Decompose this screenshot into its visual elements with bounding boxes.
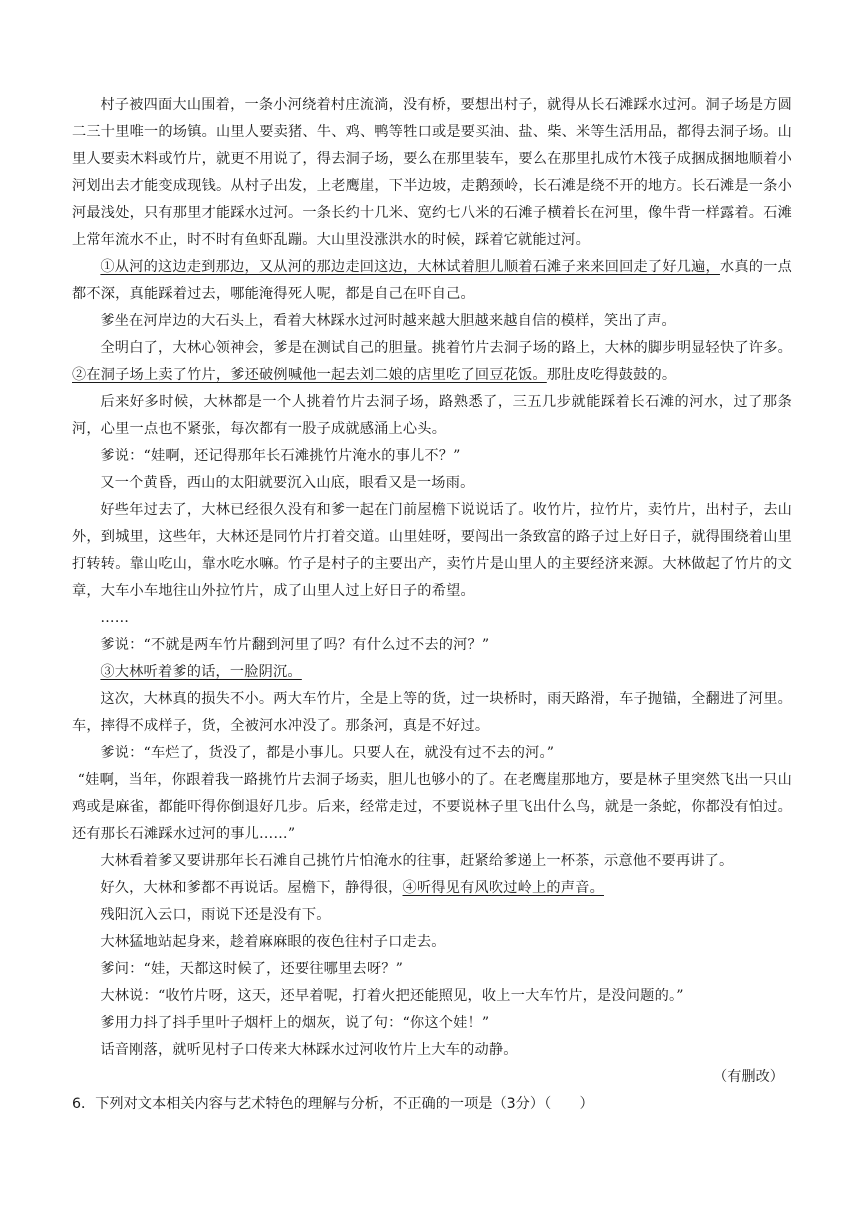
paragraph-11: 这次，大林真的损失不小。两大车竹片，全是上等的货，过一块桥时，雨天路滑，车子抛锚，全翻进了河里。车，摔得不成样子，货，全被河水冲没了。那条河，真是不好过。 — [72, 691, 792, 734]
paragraph-18: 爹问：“娃，天都这时候了，还要往哪里去呀？” — [100, 961, 404, 977]
paragraph-2-rest: 水真的一点都不深，真能踩着过去，哪能淹得死人呢，都是自己在吓自己。 — [72, 259, 792, 302]
paragraph-14: 大林看着爹又要讲那年长石滩自己挑竹片怕淹水的往事，赶紧给爹递上一杯茶，示意他不要再讲了。 — [100, 853, 734, 869]
paragraph-19: 大林说：“收竹片呀，这天，还早着呢，打着火把还能照见，收上一大车竹片，是没问题的。” — [100, 988, 684, 1004]
paragraph-8: 好些年过去了，大林已经很久没有和爹一起在门前屋檐下说说话了。收竹片，拉竹片，卖竹片，出村子，去山外，到城里，这些年，大林还是同竹片打着交道。山里娃呀，要闯出一条致富的路子过上好日子，就得围绕着山里打转转。靠山吃山，靠水吃水嘛。竹子是村子的主要出产，卖竹片是山里人的主要经济来源。大林做起了竹片的文章，大车小车地往山外拉竹片，成了山里人过上好日子的希望。 — [72, 502, 792, 599]
paragraph-15 — [72, 875, 792, 902]
paragraph-16: 残阳沉入云口，雨说下还是没有下。 — [100, 907, 331, 923]
question-6: 6．下列对文本相关内容与艺术特色的理解与分析，不正确的一项是（3分）（ ） — [72, 1096, 594, 1112]
underlined-sentence-2: ②在洞子场上卖了竹片，爹还破例喊他一起去刘二娘的店里吃了回豆花饭。 — [72, 367, 547, 383]
paragraph-3: 爹坐在河岸边的大石头上，看着大林踩水过河时越来越大胆越来越自信的模样，笑出了声。 — [100, 313, 676, 329]
source-note: （有删改） — [713, 1069, 784, 1085]
paragraph-2 — [72, 254, 792, 308]
underlined-sentence-1: ①从河的这边走到那边，又从河的那边走回这边，大林试着胆儿顺着石滩子来来回回走了好几遍， — [100, 259, 720, 275]
paragraph-5: 后来好多时候，大林都是一个人挑着竹片去洞子场，路熟悉了，三五几步就能踩着长石滩的河水，过了那条河，心里一点也不紧张，每次都有一股子成就感涌上心头。 — [72, 394, 792, 437]
paragraph-9: 爹说：“不就是两车竹片翻到河里了吗？有什么过不去的河？” — [100, 637, 490, 653]
paragraph-4 — [72, 335, 792, 389]
paragraph-12: 爹说：“车烂了，货没了，都是小事儿。只要人在，就没有过不去的河。” — [100, 745, 555, 761]
document-page — [72, 92, 792, 1118]
paragraph-4-after: 那肚皮吃得鼓鼓的。 — [546, 367, 677, 383]
paragraph-13: “娃啊，当年，你跟着我一路挑竹片去洞子场卖，胆儿也够小的了。在老鹰崖那地方，要是林子里突然飞出一只山鸡或是麻雀，都能吓得你倒退好几步。后来，经常走过，不要说林子里飞出什么鸟，就是一条蛇，你都没有怕过。还有那长石滩踩水过河的事儿……” — [72, 772, 792, 842]
ellipsis-line: …… — [100, 610, 130, 626]
paragraph-6: 爹说：“娃啊，还记得那年长石滩挑竹片淹水的事儿不？” — [100, 448, 461, 464]
paragraph-7: 又一个黄昏，西山的太阳就要沉入山底，眼看又是一场雨。 — [100, 475, 475, 491]
underlined-sentence-3: ③大林听着爹的话，一脸阴沉。 — [100, 664, 302, 680]
paragraph-17: 大林猛地站起身来，趁着麻麻眼的夜色往村子口走去。 — [100, 934, 446, 950]
paragraph-4-before: 全明白了，大林心领神会，爹是在测试自己的胆量。挑着竹片去洞子场的路上，大林的脚步明显轻快了许多。 — [100, 340, 792, 356]
paragraph-20: 爹用力抖了抖手里叶子烟杆上的烟灰，说了句：“你这个娃！” — [100, 1015, 490, 1031]
paragraph-10 — [72, 659, 792, 686]
paragraph-1: 村子被四面大山围着，一条小河绕着村庄流淌，没有桥，要想出村子，就得从长石滩踩水过河。洞子场是方圆二三十里唯一的场镇。山里人要卖猪、牛、鸡、鸭等牲口或是要买油、盐、柴、米等生活用品，都得去洞子场。山里人要卖木料或竹片，就更不用说了，得去洞子场，要么在那里装车，要么在那里扎成竹木筏子成捆成捆地顺着小河划出去才能变成现钱。从村子出发，上老鹰崖，下半边坡，走鹅颈岭，长石滩是绕不开的地方。长石滩是一条小河最浅处，只有那里才能踩水过河。一条长约十几米、宽约七八米的石滩子横着长在河里，像牛背一样露着。石滩上常年流水不止，时不时有鱼虾乱蹦。大山里没涨洪水的时候，踩着它就能过河。 — [72, 97, 792, 248]
paragraph-21: 话音刚落，就听见村子口传来大林踩水过河收竹片上大车的动静。 — [100, 1042, 518, 1058]
underlined-sentence-4: ④听得见有风吹过岭上的声音。 — [402, 880, 604, 896]
paragraph-15-before: 好久，大林和爹都不再说话。屋檐下，静得很， — [100, 880, 403, 896]
